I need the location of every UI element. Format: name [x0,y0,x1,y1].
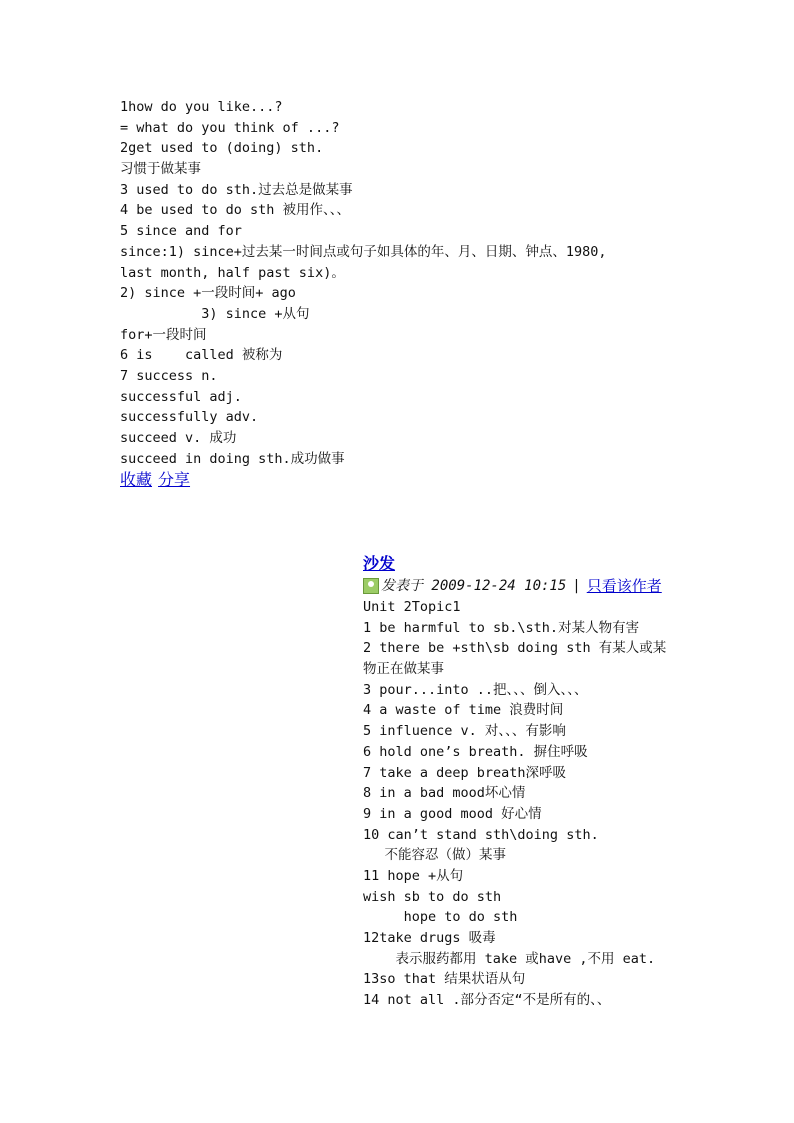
note-line: successfully adv. [120,409,259,426]
post-line: 5 influence v. 对、、、有影响 [363,723,566,740]
post-line: 物正在做某事 [363,661,444,678]
note-line: 4 be used to do sth 被用作、、、 [120,202,351,219]
meta-separator: | [572,578,581,594]
post-meta [363,575,693,597]
post-line: 1 be harmful to sb.\sth.对某人物有害 [363,619,640,636]
note-line: 2) since +一段时间+ ago [120,285,296,302]
note-line: 5 since and for [120,223,242,240]
post-line: 11 hope +从句 [363,867,464,884]
note-line: 1how do you like...? [120,99,283,115]
posted-time: 发表于 2009-12-24 10:15 [381,578,567,594]
note-line: 习惯于做某事 [120,161,201,178]
share-link[interactable]: 分享 [158,470,191,490]
note-line: 2get used to (doing) sth. [120,140,324,157]
post-line: Unit 2Topic1 [363,599,461,615]
note-line: 3) since +从句 [120,305,310,322]
post-line: 7 take a deep breath深呼吸 [363,764,567,781]
post-line: hope to do sth [363,909,518,926]
action-links [120,469,680,491]
favorite-link[interactable]: 收藏 [120,470,153,490]
post-line: 不能容忍（做）某事 [363,847,506,864]
post-line: 9 in a good mood 好心情 [363,805,542,822]
post-title-link[interactable]: 沙发 [363,554,396,573]
post-line: 2 there be +sth\sb doing sth 有某人或某 [363,640,667,657]
note-line: succeed in doing sth.成功做事 [120,450,345,467]
only-author-link[interactable]: 只看该作者 [586,577,662,595]
note-line: for+一段时间 [120,326,207,343]
note-line: = what do you think of ...? [120,119,340,136]
note-line: succeed v. 成功 [120,430,237,446]
post-line: 8 in a bad mood坏心情 [363,785,526,802]
note-line: successful adj. [120,388,242,405]
post-line: 12take drugs 吸毒 [363,930,496,946]
notes-block-1 [120,97,680,491]
reply-post [363,553,693,1011]
post-line: 6 hold one’s breath. 摒住呼吸 [363,743,588,760]
post-line: 10 can’t stand sth\doing sth. [363,826,599,843]
note-line: 7 success n. [120,367,218,384]
note-line: 3 used to do sth.过去总是做某事 [120,181,353,198]
post-line: 14 not all .部分否定“不是所有的、、 [363,992,611,1009]
post-line: 13so that 结果状语从句 [363,971,526,988]
note-line: last month, half past six)。 [120,264,345,281]
post-line: 表示服药都用 take 或have ,不用 eat. [363,950,656,967]
post-line: wish sb to do sth [363,888,502,905]
post-line: 4 a waste of time 浪费时间 [363,702,564,719]
user-avatar-icon [363,578,379,594]
note-line: 6 is called 被称为 [120,347,283,364]
post-line: 3 pour...into ..把、、、倒入、、、 [363,681,588,698]
note-line: since:1) since+过去某一时间点或句子如具体的年、月、日期、钟点、1980, [120,243,607,260]
